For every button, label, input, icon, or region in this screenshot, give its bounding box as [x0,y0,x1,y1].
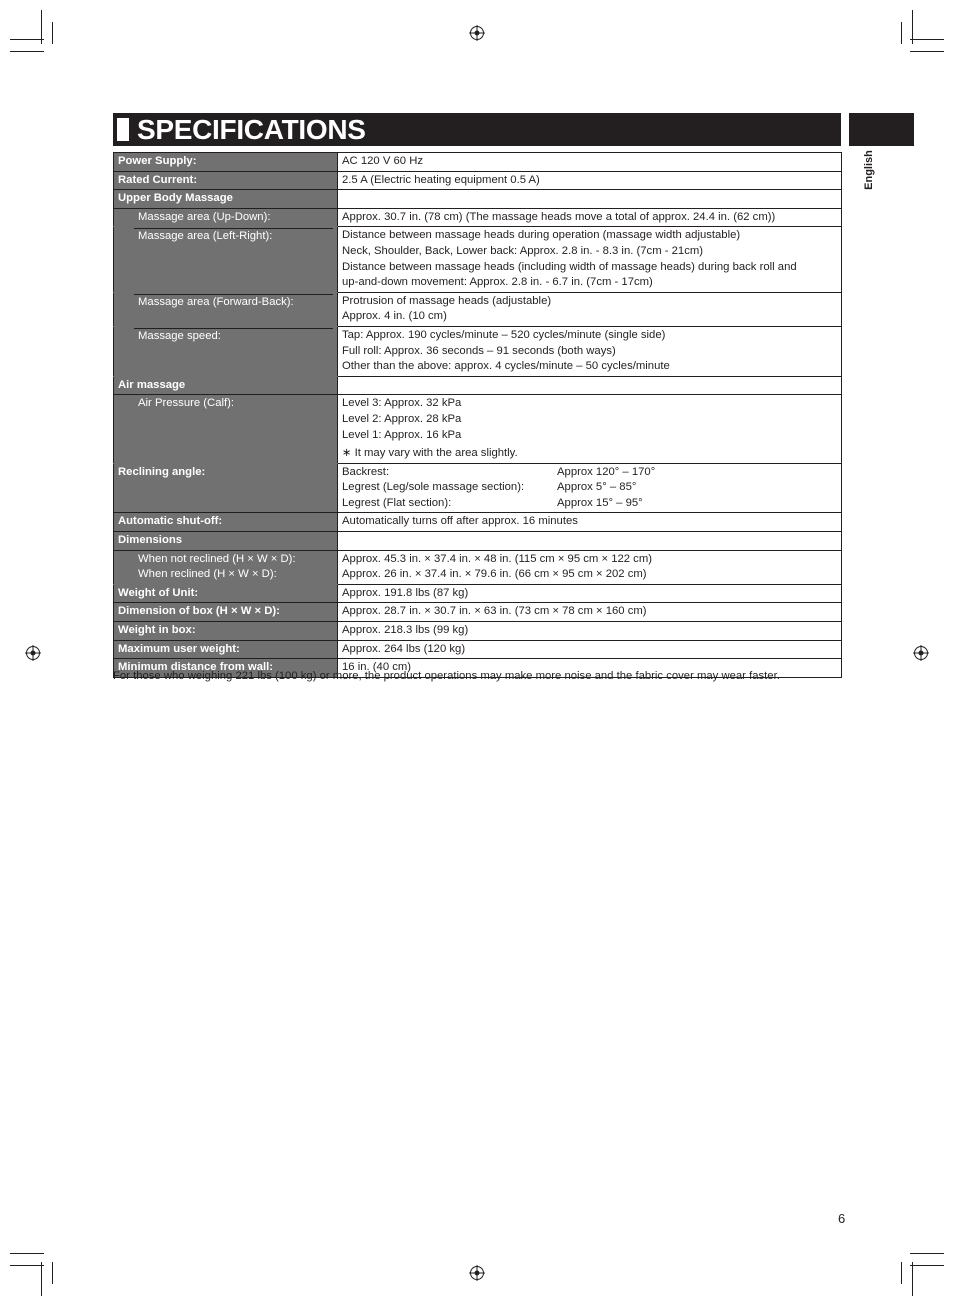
language-label [855,152,885,194]
spec-note: ∗ It may vary with the area slightly. [342,447,518,460]
spec-line: Protrusion of massage heads (adjustable) [342,294,552,307]
spec-label: Maximum user weight: [114,640,338,659]
language-tab [849,113,914,146]
spec-value [338,292,842,326]
spec-sub-label: Massage area (Forward-Back): [134,294,333,311]
spec-sub-label-cell [114,227,338,292]
spec-sub-label [134,552,333,583]
crop-mark [912,1262,913,1296]
crop-mark [41,1262,42,1296]
crop-mark [912,10,913,44]
spec-line: Full roll: Approx. 36 seconds – 91 seconds (both ways) [342,344,616,357]
reclining-angle: Approx 15° – 95° [557,496,643,509]
reclining-part: Backrest: [342,465,390,478]
registration-mark-icon [913,645,929,661]
spec-line: Level 1: Approx. 16 kPa [342,428,462,441]
table-row [114,227,842,292]
spec-value: 16 in. (40 cm) [338,659,842,678]
spec-sub-label: Air Pressure (Calf): [138,397,235,410]
spec-value-empty [338,532,842,551]
page-title-bar [113,113,841,146]
spec-line: Distance between massage heads (including width of massage heads) during back roll and [342,260,797,273]
crop-mark [52,22,53,44]
table-row [114,584,842,603]
spec-label: Reclining angle: [114,463,338,513]
reclining-row [342,496,837,512]
spec-label: Dimension of box (H × W × D): [114,603,338,622]
section-heading: Dimensions [114,532,338,551]
spec-sub-label-cell [114,395,338,463]
registration-mark-icon [469,1265,485,1281]
page-number: 6 [838,1211,846,1226]
registration-mark-icon [469,25,485,41]
crop-mark [41,10,42,44]
reclining-row [342,465,837,481]
spec-value: Approx. 264 lbs (120 kg) [338,640,842,659]
table-row [114,190,842,209]
spec-value [338,326,842,376]
spec-sub-label-cell [114,550,338,584]
table-row [114,171,842,190]
table-row [114,395,842,463]
table-row [114,532,842,551]
spec-line: Neck, Shoulder, Back, Lower back: Approx. 2.8 in. - 8.3 in. (7cm - 21cm) [342,244,704,257]
table-row [114,622,842,641]
section-heading: Air massage [114,376,338,395]
spec-label: Minimum distance from wall: [114,659,338,678]
language-label-text: English [862,150,875,190]
table-row [114,153,842,172]
spec-line: Approx. 4 in. (10 cm) [342,310,447,323]
weight-footnote: For those who weighing 221 lbs (100 kg) or more, the product operations may make more noise and the fabric cover may wear faster. [113,670,780,682]
reclining-row [342,480,837,496]
crop-mark [10,39,44,40]
spec-line: Other than the above: approx. 4 cycles/minute – 50 cycles/minute [342,360,670,373]
table-row [114,640,842,659]
spec-sub-label-cell [114,292,338,326]
crop-mark [10,1265,44,1266]
spec-value: Approx. 30.7 in. (78 cm) (The massage heads move a total of approx. 24.4 in. (62 cm)) [338,208,842,227]
spec-value: Approx. 28.7 in. × 30.7 in. × 63 in. (73 cm × 78 cm × 160 cm) [338,603,842,622]
reclining-part: Legrest (Leg/sole massage section): [342,481,525,494]
spec-value [338,395,842,463]
registration-mark-icon [25,645,41,661]
spec-value: 2.5 A (Electric heating equipment 0.5 A) [338,171,842,190]
spec-label: Power Supply: [114,153,338,172]
spec-line: Level 2: Approx. 28 kPa [342,412,462,425]
title-marker [117,118,129,141]
spec-line: Level 3: Approx. 32 kPa [342,397,462,410]
table-row [114,550,842,584]
spec-sub-label: Massage speed: [134,328,333,345]
crop-mark [901,1262,902,1284]
table-row [114,326,842,376]
reclining-angle: Approx 120° – 170° [557,465,656,478]
spec-value [338,227,842,292]
spec-line: Distance between massage heads during operation (massage width adjustable) [342,229,741,242]
crop-mark [910,1253,944,1254]
crop-mark [10,51,44,52]
spec-line: Approx. 26 in. × 37.4 in. × 79.6 in. (66 cm × 95 cm × 202 cm) [342,568,647,581]
dimension-reclined-label: When reclined (H × W × D): [138,568,277,581]
crop-mark [910,51,944,52]
spec-line: Tap: Approx. 190 cycles/minute – 520 cycles/minute (single side) [342,328,666,341]
specifications-table [113,152,842,678]
reclining-angle: Approx 5° – 85° [557,481,637,494]
spec-sub-label: Massage area (Up-Down): [138,210,271,223]
table-row [114,376,842,395]
crop-mark [10,1253,44,1254]
spec-line: Approx. 45.3 in. × 37.4 in. × 48 in. (115 cm × 95 cm × 122 cm) [342,552,652,565]
table-row [114,463,842,513]
spec-line: up-and-down movement: Approx. 2.8 in. - 6.7 in. (7cm - 17cm) [342,276,653,289]
spec-label: Weight of Unit: [114,584,338,603]
spec-value: AC 120 V 60 Hz [338,153,842,172]
spec-value [338,463,842,513]
spec-label: Automatic shut-off: [114,513,338,532]
page-title: SPECIFICATIONS [137,114,366,145]
spec-sub-label-cell [114,326,338,376]
crop-mark [52,1262,53,1284]
table-row [114,208,842,227]
crop-mark [910,39,944,40]
spec-label: Rated Current: [114,171,338,190]
section-heading: Upper Body Massage [114,190,338,209]
spec-value: Approx. 191.8 lbs (87 kg) [338,584,842,603]
spec-label: Weight in box: [114,622,338,641]
spec-value: Automatically turns off after approx. 16 minutes [338,513,842,532]
dimension-not-reclined-label: When not reclined (H × W × D): [138,552,296,565]
spec-sub-label-cell [114,208,338,227]
spec-value-empty [338,376,842,395]
reclining-part: Legrest (Flat section): [342,496,452,509]
spec-value: Approx. 218.3 lbs (99 kg) [338,622,842,641]
table-row [114,603,842,622]
table-row [114,292,842,326]
spec-value-empty [338,190,842,209]
spec-sub-label: Massage area (Left-Right): [134,228,333,245]
crop-mark [901,22,902,44]
spec-value [338,550,842,584]
table-row [114,513,842,532]
crop-mark [910,1265,944,1266]
